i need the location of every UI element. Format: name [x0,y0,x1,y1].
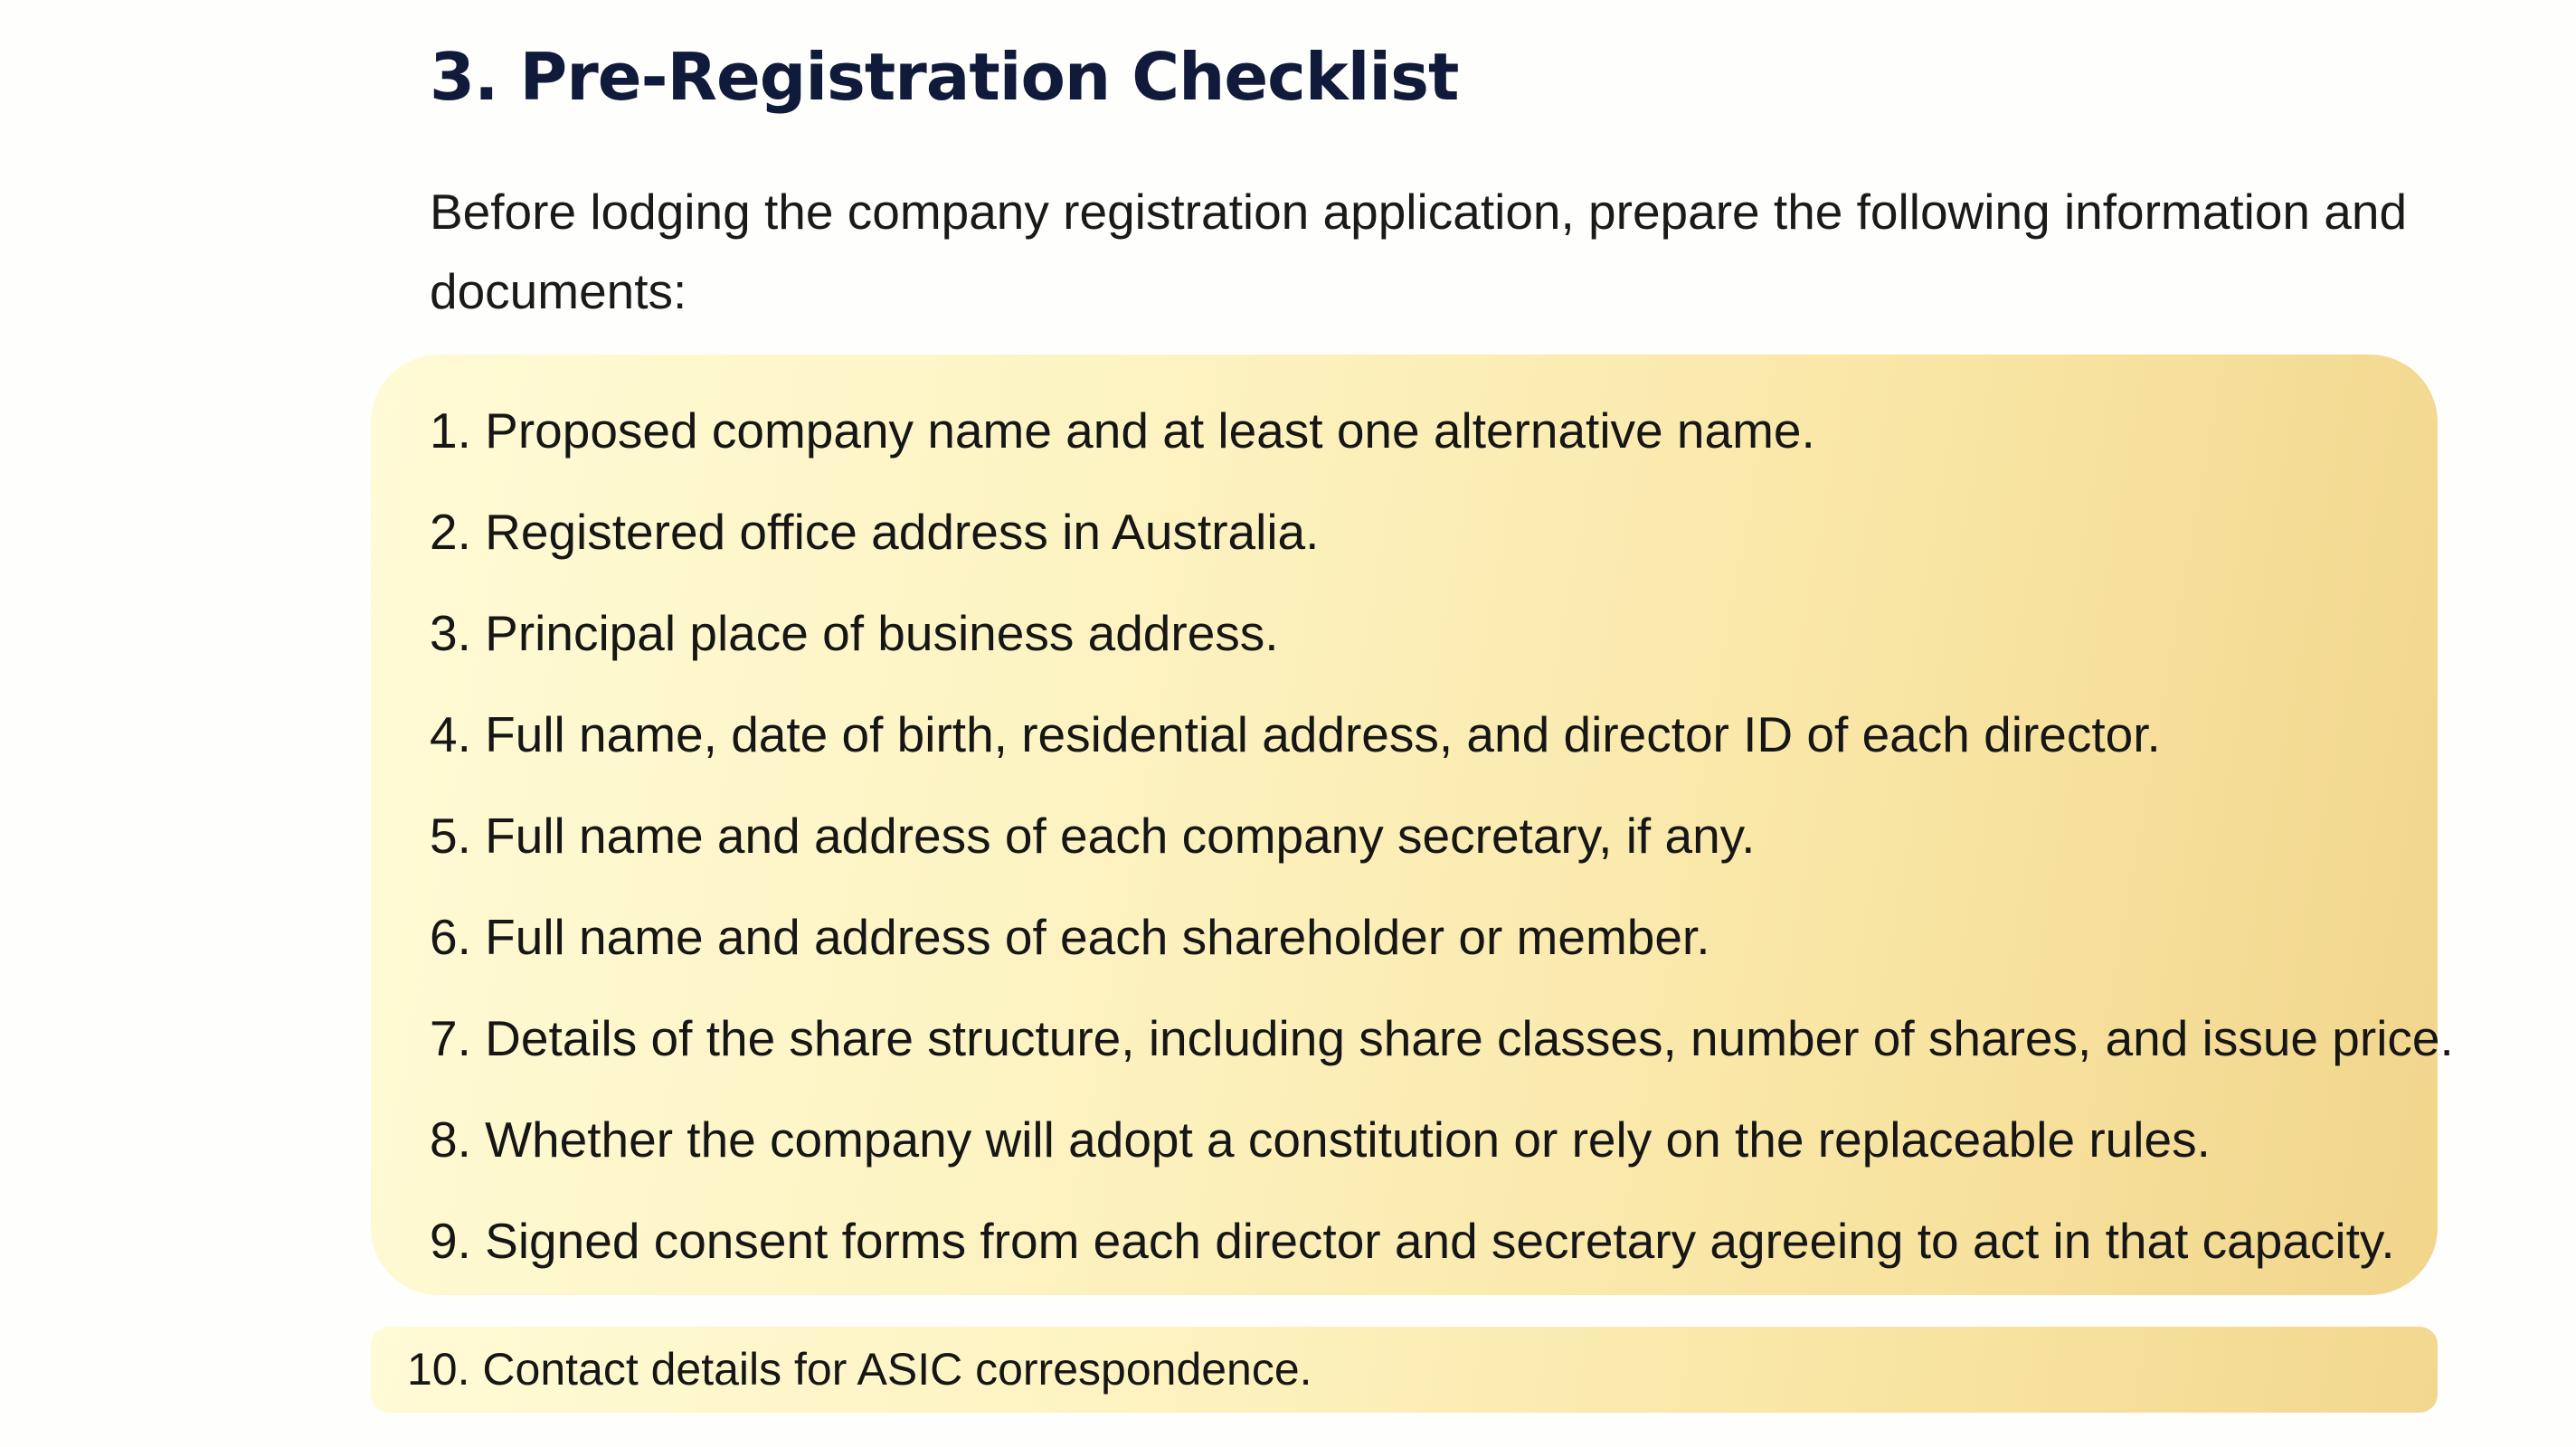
checklist-item-4: 4. Full name, date of birth, residential address, and director ID of each director. [430,706,2161,762]
checklist-item-1: 1. Proposed company name and at least one alternative name. [430,402,1815,459]
checklist-item-9: 9. Signed consent forms from each director and secretary agreeing to act in that capacity. [430,1213,2395,1269]
checklist-item-3: 3. Principal place of business address. [430,605,1279,661]
checklist-item-6: 6. Full name and address of each shareholder or member. [430,909,1710,965]
intro-paragraph: Before lodging the company registration application, prepare the following information and documents: [430,184,2408,319]
checklist-item-7: 7. Details of the share structure, including share classes, number of shares, and issue price. [430,1010,2454,1066]
checklist-item-8: 8. Whether the company will adopt a constitution or rely on the replaceable rules. [430,1111,2211,1168]
checklist [430,380,2454,1291]
checklist-item-5: 5. Full name and address of each company secretary, if any. [430,808,1756,864]
checklist-item-10: 10. Contact details for ASIC correspondence. [407,1344,1312,1395]
section-heading: 3. Pre-Registration Checklist [430,39,1459,115]
checklist-item-2: 2. Registered office address in Australia. [430,504,1320,560]
